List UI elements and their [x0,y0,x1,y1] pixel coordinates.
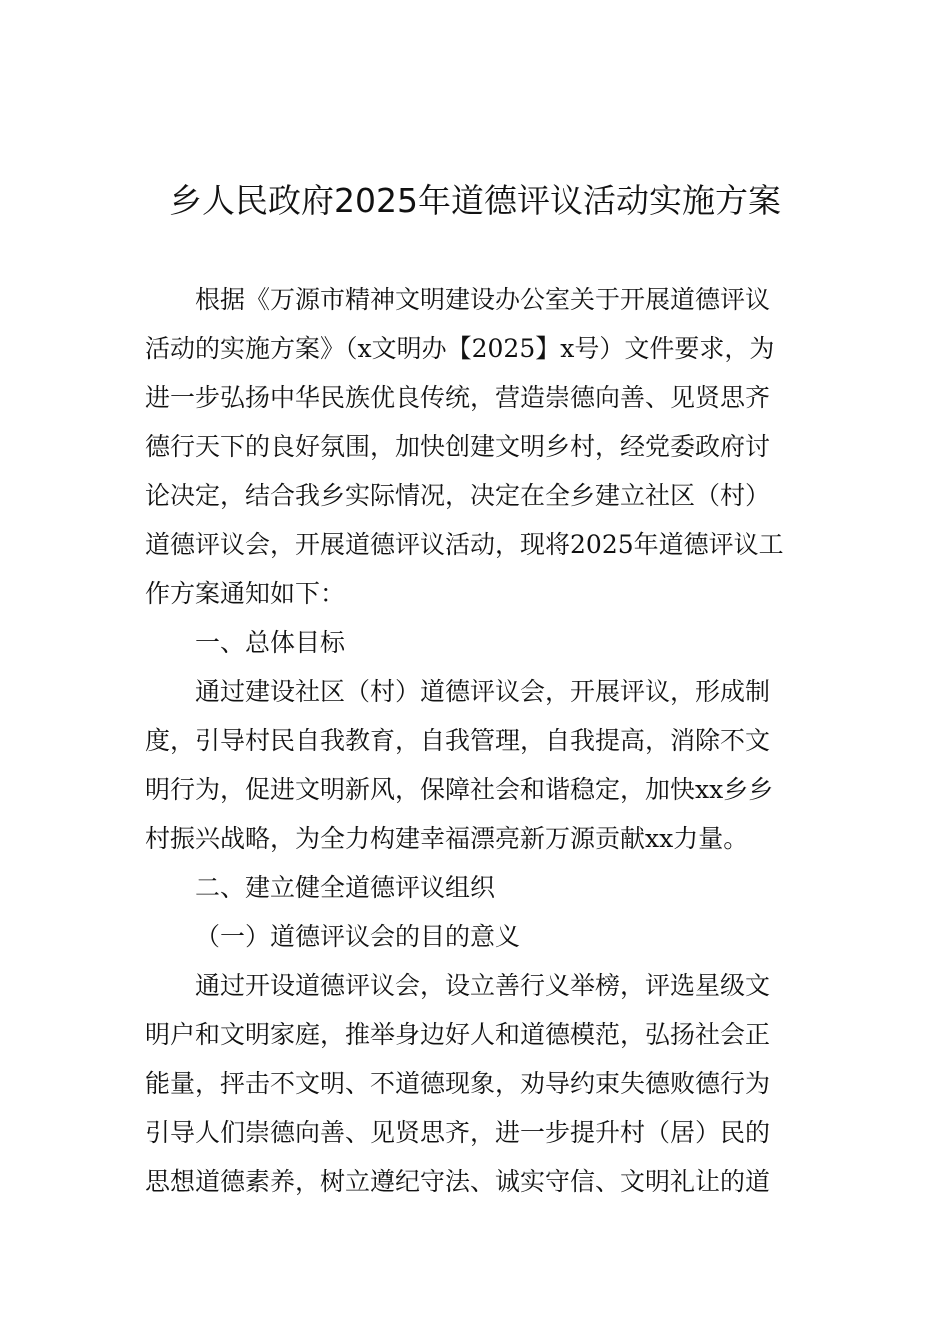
paragraph-intro-line: 根据《万源市精神文明建设办公室关于开展道德评议 [195,285,771,314]
paragraph-intro-line: 论决定，结合我乡实际情况，决定在全乡建立社区（村） [145,481,771,510]
paragraph-goal-line: 度，引导村民自我教育，自我管理，自我提高，消除不文 [145,726,771,755]
document-body [145,275,807,1206]
paragraph-purpose-line: 思想道德素养，树立遵纪守法、诚实守信、文明礼让的道 [145,1167,771,1196]
document-title: 乡人民政府2025年道德评议活动实施方案 [169,181,781,220]
paragraph-intro-line: 道德评议会，开展道德评议活动，现将2025年道德评议工 [145,530,784,559]
subsection-heading-1: （一）道德评议会的目的意义 [195,922,521,951]
section-heading-1: 一、总体目标 [195,628,346,657]
paragraph-goal-line: 村振兴战略，为全力构建幸福漂亮新万源贡献xx力量。 [145,824,749,853]
paragraph-intro-line: 进一步弘扬中华民族优良传统，营造崇德向善、见贤思齐 [145,383,771,412]
paragraph-purpose-line: 能量，抨击不文明、不道德现象，劝导约束失德败德行为 [145,1069,771,1098]
paragraph-intro-line: 作方案通知如下： [145,579,346,608]
section-heading-2: 二、建立健全道德评议组织 [195,873,496,902]
paragraph-intro-line: 活动的实施方案》（x文明办【2025】x号）文件要求，为 [145,334,775,363]
paragraph-purpose-line: 明户和文明家庭，推举身边好人和道德模范，弘扬社会正 [145,1020,771,1049]
paragraph-purpose-line: 通过开设道德评议会，设立善行义举榜，评选星级文 [195,971,771,1000]
paragraph-intro-line: 德行天下的良好氛围，加快创建文明乡村，经党委政府讨 [145,432,771,461]
paragraph-goal-line: 明行为，促进文明新风，保障社会和谐稳定，加快xx乡乡 [145,775,774,804]
paragraph-purpose-line: 引导人们崇德向善、见贤思齐，进一步提升村（居）民的 [145,1118,771,1147]
paragraph-goal-line: 通过建设社区（村）道德评议会，开展评议，形成制 [195,677,771,706]
